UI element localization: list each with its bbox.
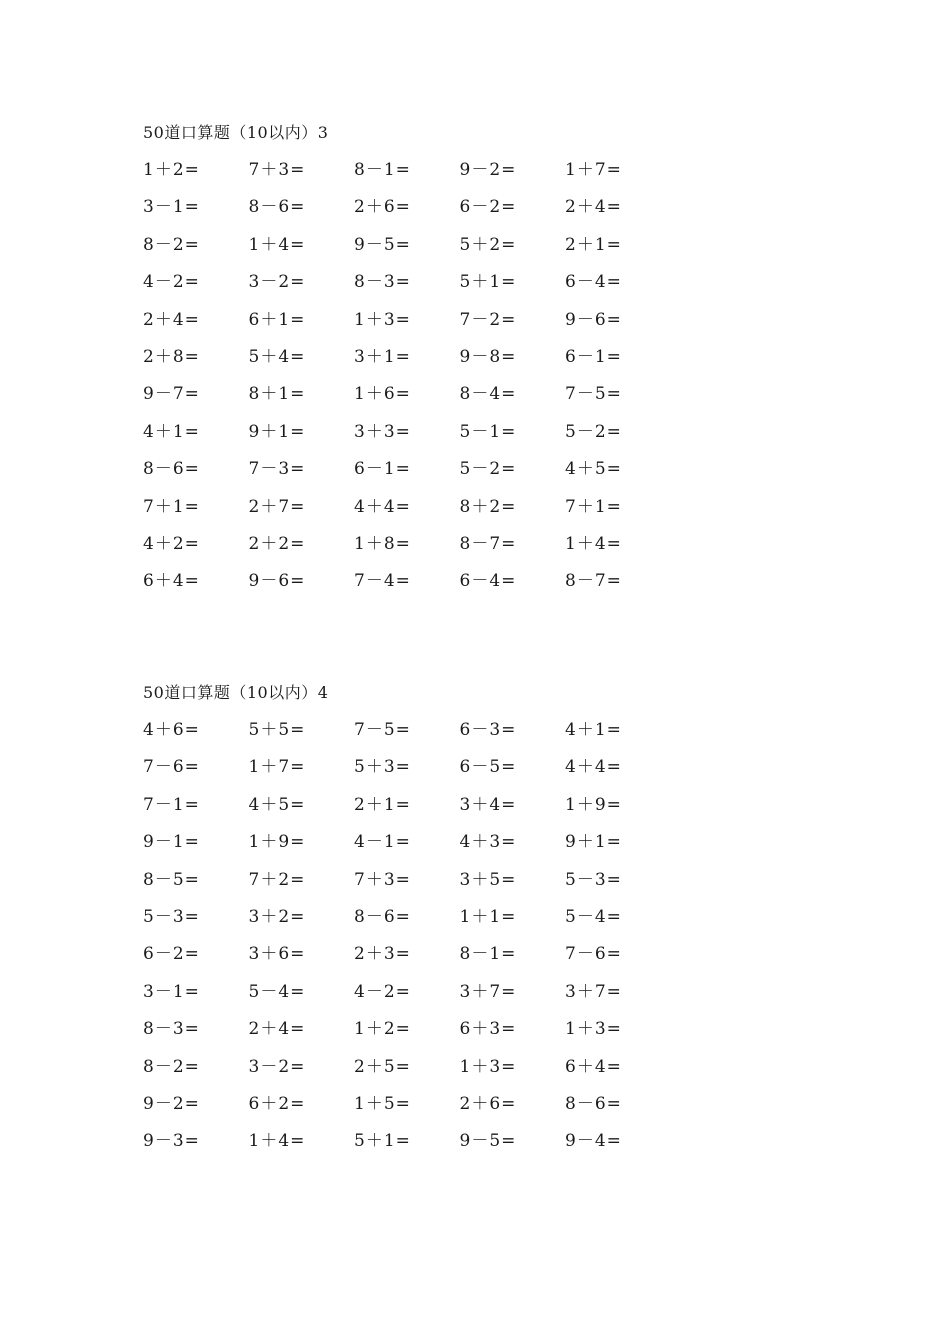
arithmetic-problem: 3＋3= [354,421,411,442]
arithmetic-problem: 5－2= [565,421,622,442]
arithmetic-problem: 4＋1= [143,421,200,442]
arithmetic-problem: 8－1= [354,160,411,180]
arithmetic-problem: 2＋1= [565,234,622,255]
arithmetic-problem: 6＋3= [459,1019,517,1040]
arithmetic-problem: 5＋3= [354,757,411,778]
arithmetic-problem: 7＋1= [143,496,200,517]
arithmetic-problem: 1＋3= [354,309,411,330]
arithmetic-problem: 1＋4= [248,234,306,255]
arithmetic-problem: 2＋3= [354,944,411,965]
arithmetic-problem: 7＋2= [248,869,306,890]
arithmetic-problem: 3－1= [143,197,200,218]
arithmetic-problem: 2＋4= [565,197,622,218]
problem-grid [143,717,703,1166]
worksheet-4 [143,680,703,1166]
arithmetic-problem: 5＋1= [459,272,517,293]
arithmetic-problem: 2＋6= [354,197,411,218]
arithmetic-problem: 6＋4= [565,1056,622,1077]
arithmetic-problem: 3＋1= [354,346,411,367]
arithmetic-problem: 3＋5= [459,869,517,890]
arithmetic-problem: 3＋6= [248,944,306,965]
arithmetic-problem: 8－6= [565,1093,622,1114]
arithmetic-problem: 9－2= [143,1093,200,1114]
arithmetic-problem: 7－6= [565,944,622,965]
arithmetic-problem: 8－3= [354,272,411,293]
arithmetic-problem: 2＋4= [143,309,200,330]
arithmetic-problem: 6－2= [143,944,200,965]
arithmetic-problem: 6－1= [354,459,411,480]
arithmetic-problem: 5＋1= [354,1131,411,1152]
arithmetic-problem: 3＋7= [459,981,517,1002]
arithmetic-problem: 4＋4= [565,757,622,778]
arithmetic-problem: 4－2= [143,272,200,293]
arithmetic-problem: 2＋5= [354,1056,411,1077]
arithmetic-problem: 9＋1= [565,832,622,853]
arithmetic-problem: 3＋2= [248,906,306,927]
arithmetic-problem: 1＋2= [143,160,200,180]
worksheet-title: 50道口算题（10以内）3 [143,123,329,142]
arithmetic-problem: 7＋3= [248,160,306,180]
arithmetic-problem: 1＋9= [565,794,622,815]
arithmetic-problem: 7＋3= [354,869,411,890]
problem-grid [143,157,703,606]
arithmetic-problem: 3－1= [143,981,200,1002]
arithmetic-problem: 1＋6= [354,384,411,405]
arithmetic-problem: 4－1= [354,832,411,853]
arithmetic-problem: 3－2= [248,1056,306,1077]
arithmetic-problem: 4＋5= [248,794,306,815]
arithmetic-problem: 5－4= [565,906,622,927]
arithmetic-problem: 1＋1= [459,906,517,927]
arithmetic-problem: 6－1= [565,346,622,367]
arithmetic-problem: 6＋2= [248,1093,306,1114]
arithmetic-problem: 8－4= [459,384,517,405]
arithmetic-problem: 1＋2= [354,1019,411,1040]
arithmetic-problem: 9－8= [459,346,517,367]
arithmetic-problem: 8－2= [143,234,200,255]
arithmetic-problem: 9－2= [459,160,517,180]
arithmetic-problem: 8＋1= [248,384,306,405]
arithmetic-problem: 5－3= [143,906,200,927]
arithmetic-problem: 8－1= [459,944,517,965]
arithmetic-problem: 7－6= [143,757,200,778]
arithmetic-problem: 7＋1= [565,496,622,517]
arithmetic-problem: 1＋7= [565,160,622,180]
arithmetic-problem: 3＋4= [459,794,517,815]
arithmetic-problem: 7－1= [143,794,200,815]
arithmetic-problem: 7－5= [354,720,411,740]
arithmetic-problem: 5－4= [248,981,306,1002]
arithmetic-problem: 1＋4= [565,533,622,554]
arithmetic-problem: 6－2= [459,197,517,218]
arithmetic-problem: 4＋5= [565,459,622,480]
arithmetic-problem: 6－4= [565,272,622,293]
arithmetic-problem: 8－7= [565,571,622,592]
arithmetic-problem: 5－2= [459,459,517,480]
arithmetic-problem: 6－5= [459,757,517,778]
arithmetic-problem: 8－6= [143,459,200,480]
arithmetic-problem: 2＋2= [248,533,306,554]
arithmetic-problem: 1＋9= [248,832,306,853]
arithmetic-problem: 1＋5= [354,1093,411,1114]
arithmetic-problem: 7－2= [459,309,517,330]
arithmetic-problem: 1＋8= [354,533,411,554]
arithmetic-problem: 9－7= [143,384,200,405]
arithmetic-problem: 3＋7= [565,981,622,1002]
arithmetic-problem: 4－2= [354,981,411,1002]
arithmetic-problem: 5＋2= [459,234,517,255]
arithmetic-problem: 4＋6= [143,720,200,740]
arithmetic-problem: 6＋4= [143,571,200,592]
arithmetic-problem: 9－6= [565,309,622,330]
arithmetic-problem: 9＋1= [248,421,306,442]
arithmetic-problem: 8＋2= [459,496,517,517]
arithmetic-problem: 2＋7= [248,496,306,517]
arithmetic-problem: 6＋1= [248,309,306,330]
arithmetic-problem: 8－7= [459,533,517,554]
arithmetic-problem: 7－4= [354,571,411,592]
arithmetic-problem: 2＋4= [248,1019,306,1040]
arithmetic-problem: 1＋3= [565,1019,622,1040]
arithmetic-problem: 8－2= [143,1056,200,1077]
arithmetic-problem: 2＋1= [354,794,411,815]
arithmetic-problem: 9－3= [143,1131,200,1152]
arithmetic-problem: 4＋1= [565,720,622,740]
arithmetic-problem: 1＋7= [248,757,306,778]
arithmetic-problem: 9－5= [459,1131,517,1152]
arithmetic-problem: 1＋4= [248,1131,306,1152]
worksheet-title: 50道口算题（10以内）4 [143,683,329,702]
arithmetic-problem: 3－2= [248,272,306,293]
arithmetic-problem: 5＋5= [248,720,306,740]
arithmetic-problem: 8－5= [143,869,200,890]
arithmetic-problem: 9－1= [143,832,200,853]
arithmetic-problem: 2＋6= [459,1093,517,1114]
arithmetic-problem: 9－5= [354,234,411,255]
arithmetic-problem: 5＋4= [248,346,306,367]
arithmetic-problem: 8－6= [354,906,411,927]
worksheet-3 [143,120,703,606]
arithmetic-problem: 6－3= [459,720,517,740]
arithmetic-problem: 9－4= [565,1131,622,1152]
arithmetic-problem: 9－6= [248,571,306,592]
arithmetic-problem: 2＋8= [143,346,200,367]
arithmetic-problem: 4＋4= [354,496,411,517]
arithmetic-problem: 1＋3= [459,1056,517,1077]
arithmetic-problem: 7－5= [565,384,622,405]
arithmetic-problem: 5－3= [565,869,622,890]
arithmetic-problem: 4＋2= [143,533,200,554]
arithmetic-problem: 7－3= [248,459,306,480]
arithmetic-problem: 4＋3= [459,832,517,853]
arithmetic-problem: 5－1= [459,421,517,442]
arithmetic-problem: 6－4= [459,571,517,592]
arithmetic-problem: 8－3= [143,1019,200,1040]
arithmetic-problem: 8－6= [248,197,306,218]
